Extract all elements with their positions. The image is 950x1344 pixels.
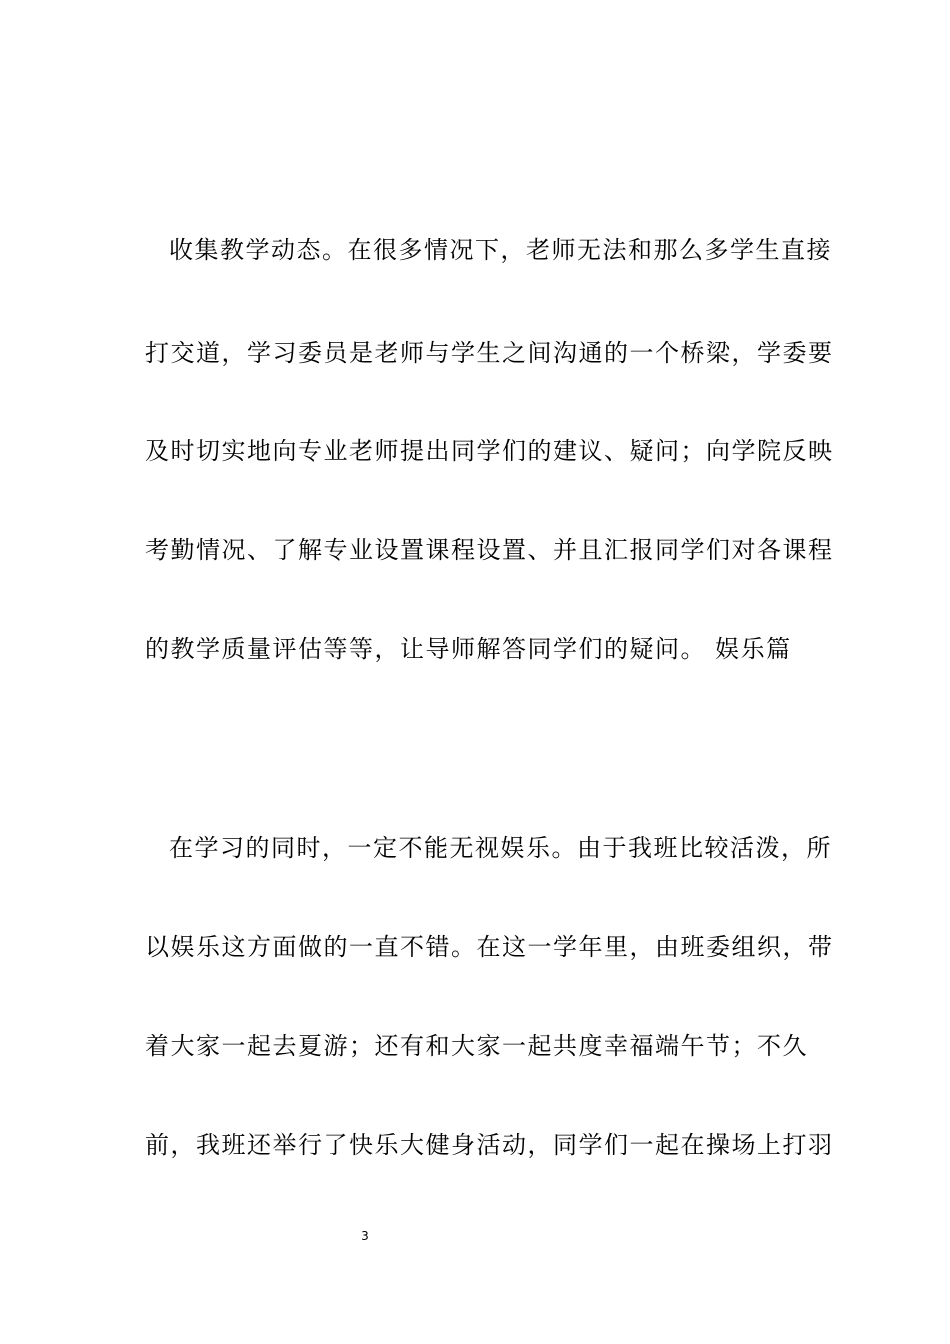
paragraph-1-line-2: 打交道，学习委员是老师与学生之间沟通的一个桥梁，学委要 (145, 339, 834, 367)
paragraph-1-line-5: 的教学质量评估等等，让导师解答同学们的疑问。 娱乐篇 (145, 635, 792, 663)
paragraph-1-line-3: 及时切实地向专业老师提出同学们的建议、疑问；向学院反映 (145, 437, 834, 465)
paragraph-2-line-2: 以娱乐这方面做的一直不错。在这一学年里，由班委组织，带 (145, 933, 834, 961)
paragraph-2-line-3: 着大家一起去夏游；还有和大家一起共度幸福端午节；不久 (145, 1032, 808, 1060)
paragraph-2-line-4: 前，我班还举行了快乐大健身活动，同学们一起在操场上打羽 (145, 1131, 834, 1159)
paragraph-1-line-4: 考勤情况、了解专业设置课程设置、并且汇报同学们对各课程 (145, 536, 834, 564)
paragraph-1-line-1: 收集教学动态。在很多情况下，老师无法和那么多学生直接 (169, 236, 832, 264)
page-number: 3 (361, 1229, 369, 1243)
paragraph-2-line-1: 在学习的同时，一定不能无视娱乐。由于我班比较活泼，所 (169, 834, 832, 862)
